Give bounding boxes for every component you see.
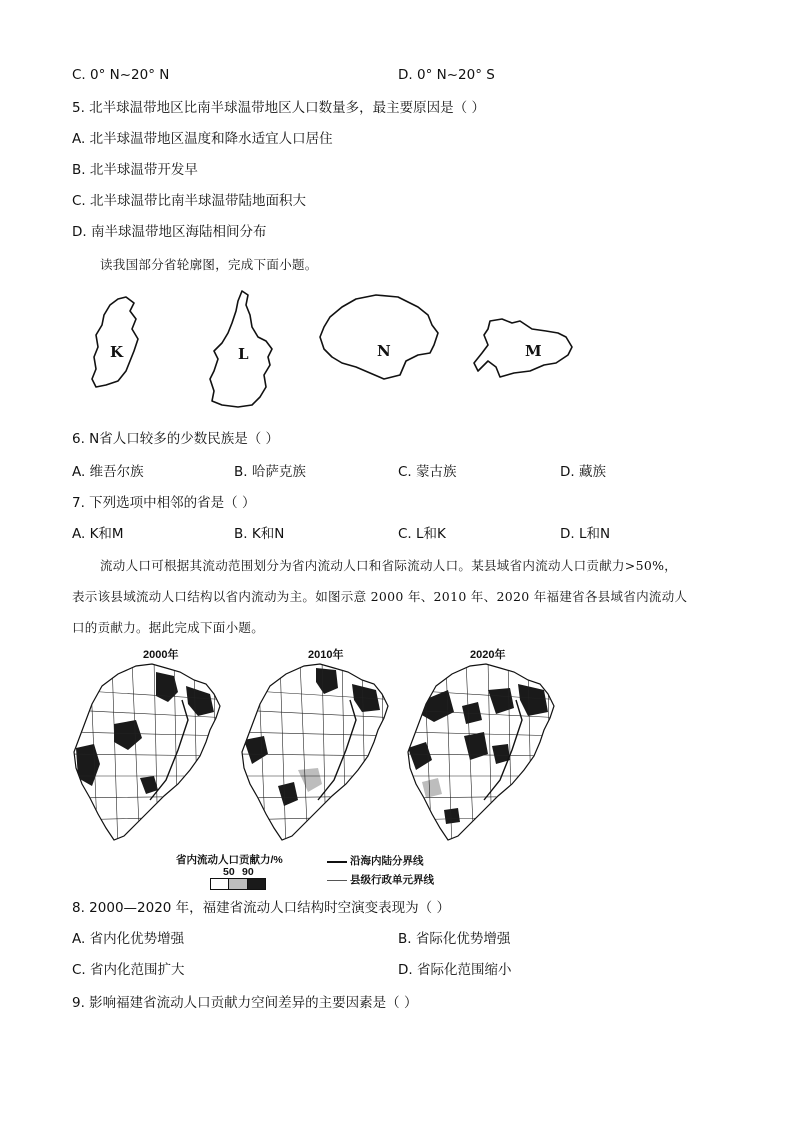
legend-title: 省内流动人口贡献力/% — [176, 854, 283, 866]
province-outlines-figure — [80, 285, 590, 410]
q4-option-d: D. 0° N~20° S — [398, 67, 495, 83]
q8-option-b: B. 省际化优势增强 — [398, 931, 511, 947]
legend-tick-50: 50 — [223, 866, 235, 878]
q5-option-a: A. 北半球温带地区温度和降水适宜人口居住 — [72, 131, 333, 147]
fujian-map-2020 — [404, 660, 564, 845]
q6-option-a: A. 维吾尔族 — [72, 464, 144, 480]
q6-option-d: D. 藏族 — [560, 464, 606, 480]
province-l-label: L — [238, 345, 249, 363]
province-m-outline — [474, 319, 572, 377]
map-title-2020: 2020年 — [470, 649, 506, 661]
q7-option-a: A. K和M — [72, 526, 124, 542]
fujian-maps-figure — [70, 660, 570, 845]
legend-tick-90: 90 — [242, 866, 254, 878]
legend-coast-line-sample — [327, 861, 347, 863]
fujian-map-2010 — [238, 660, 398, 845]
q7-option-c: C. L和K — [398, 526, 446, 542]
legend-coast-label: 沿海内陆分界线 — [350, 855, 424, 867]
legend-swatch-mid — [229, 879, 247, 889]
material-intro-2-line3: 口的贡献力。据此完成下面小题。 — [72, 620, 265, 635]
legend-swatch-high — [248, 879, 265, 889]
q6-stem: 6. N省人口较多的少数民族是（ ） — [72, 431, 280, 447]
province-n-outline — [320, 295, 438, 379]
legend-color-scale — [210, 878, 266, 890]
q8-option-c: C. 省内化范围扩大 — [72, 962, 185, 978]
legend-county-line-sample — [327, 880, 347, 881]
material-intro-2-line1: 流动人口可根据其流动范围划分为省内流动人口和省际流动人口。某县域省内流动人口贡献力>50%， — [100, 558, 678, 573]
q5-option-d: D. 南半球温带地区海陆相间分布 — [72, 224, 267, 240]
material-intro-2-line2: 表示该县域流动人口结构以省内流动为主。如图示意 2000 年、2010 年、2020 年福建省各县域省内流动人 — [72, 589, 688, 604]
map-title-2000: 2000年 — [143, 649, 179, 661]
q8-option-d: D. 省际化范围缩小 — [398, 962, 512, 978]
q8-option-a: A. 省内化优势增强 — [72, 931, 185, 947]
map-title-2010: 2010年 — [308, 649, 344, 661]
province-m-label: M — [525, 342, 542, 360]
q5-option-b: B. 北半球温带开发早 — [72, 162, 198, 178]
q4-option-c: C. 0° N~20° N — [72, 67, 170, 83]
q7-option-d: D. L和N — [560, 526, 611, 542]
q5-option-c: C. 北半球温带比南半球温带陆地面积大 — [72, 193, 307, 209]
q6-option-b: B. 哈萨克族 — [234, 464, 306, 480]
q6-option-c: C. 蒙古族 — [398, 464, 457, 480]
legend-county-label: 县级行政单元界线 — [350, 874, 434, 886]
legend-swatch-low — [211, 879, 229, 889]
province-n-label: N — [377, 342, 391, 360]
fujian-map-2000 — [70, 660, 230, 845]
q8-stem: 8. 2000—2020 年，福建省流动人口结构时空演变表现为（ ） — [72, 900, 450, 916]
province-k-outline — [92, 297, 138, 387]
q7-option-b: B. K和N — [234, 526, 285, 542]
q9-stem: 9. 影响福建省流动人口贡献力空间差异的主要因素是（ ） — [72, 995, 418, 1011]
province-k-label: K — [110, 343, 124, 361]
q7-stem: 7. 下列选项中相邻的省是（ ） — [72, 495, 256, 511]
material-intro-1: 读我国部分省轮廓图，完成下面小题。 — [100, 257, 318, 272]
q5-stem: 5. 北半球温带地区比南半球温带地区人口数量多，最主要原因是（ ） — [72, 100, 485, 116]
